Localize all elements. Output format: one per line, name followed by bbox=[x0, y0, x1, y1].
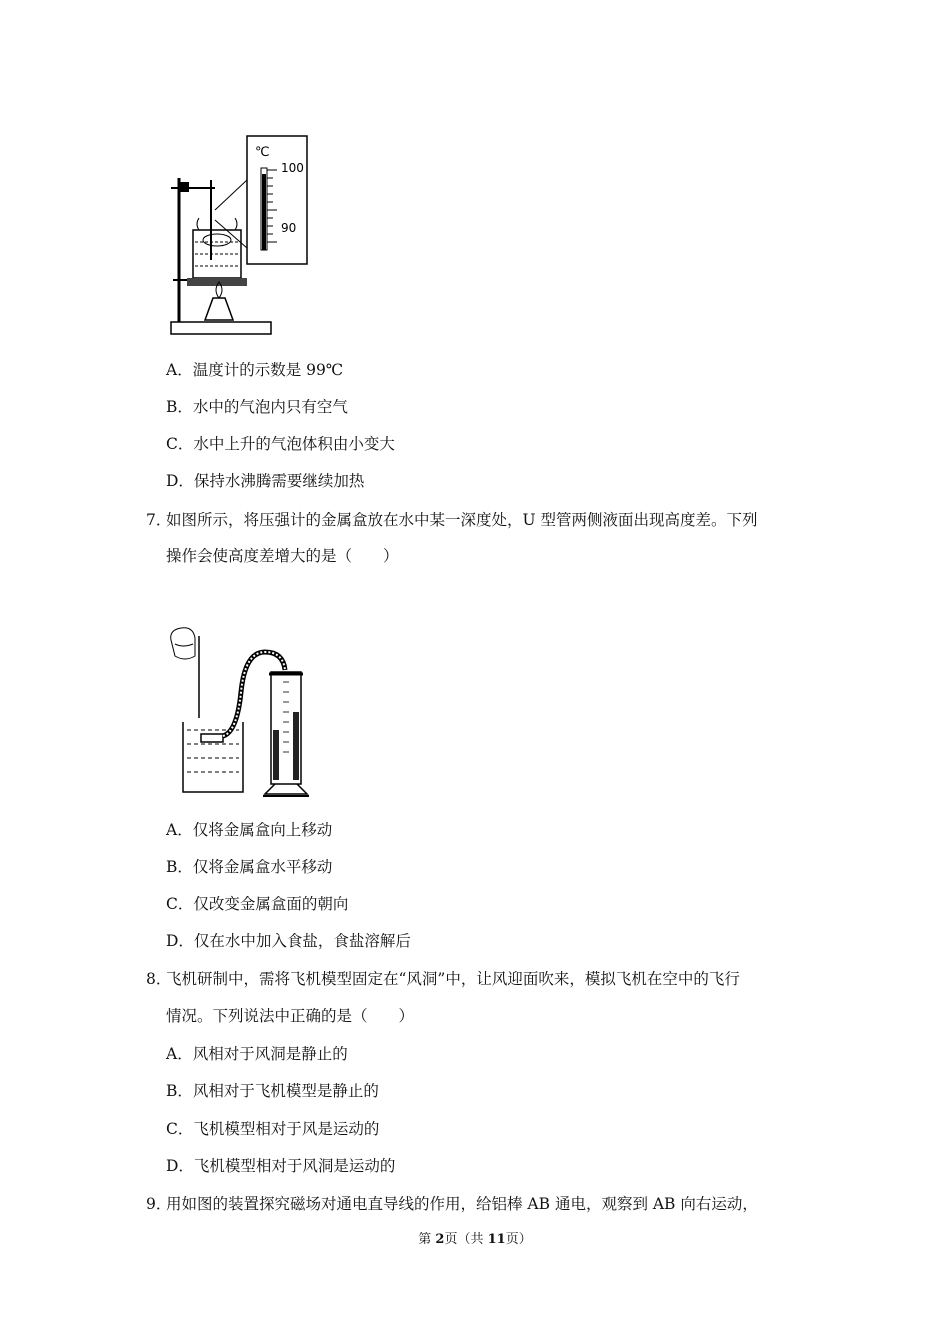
q8-text-line1: 飞机研制中，需将飞机模型固定在“风洞”中，让风迎面吹来，模拟飞机在空中的飞行 bbox=[166, 970, 740, 988]
q8-option-b: B．风相对于飞机模型是静止的 bbox=[166, 1082, 379, 1100]
q7-number: 7． bbox=[146, 511, 172, 529]
q7-option-b: B．仅将金属盒水平移动 bbox=[166, 858, 333, 876]
footer-mid: 页（共 bbox=[444, 1232, 488, 1247]
q8-option-c: C．飞机模型相对于风是运动的 bbox=[166, 1120, 380, 1138]
q8-option-d: D．飞机模型相对于风洞是运动的 bbox=[166, 1157, 396, 1175]
q7-text-line2: 操作会使高度差增大的是（ ） bbox=[166, 547, 399, 565]
pressure-gauge-figure bbox=[165, 622, 315, 800]
q9-number: 9． bbox=[146, 1195, 172, 1213]
footer-total-pages: 11 bbox=[487, 1232, 506, 1247]
q8-number: 8． bbox=[146, 970, 172, 988]
q6-option-c: C．水中上升的气泡体积由小变大 bbox=[166, 435, 395, 453]
thermometer-unit: ℃ bbox=[255, 145, 270, 160]
page-footer bbox=[0, 1228, 950, 1247]
q9-text-line1: 用如图的装置探究磁场对通电直导线的作用，给铝棒 AB 通电，观察到 AB 向右运动， bbox=[166, 1195, 758, 1213]
q7-option-c: C．仅改变金属盒面的朝向 bbox=[166, 895, 349, 913]
q6-option-a: A．温度计的示数是 99℃ bbox=[166, 361, 344, 379]
q8-option-a: A．风相对于风洞是静止的 bbox=[166, 1045, 348, 1063]
footer-suffix: 页） bbox=[505, 1232, 532, 1247]
q8-text-line2: 情况。下列说法中正确的是（ ） bbox=[166, 1007, 415, 1025]
footer-page-number: 2 bbox=[435, 1232, 445, 1247]
thermometer-tick-100: 100 bbox=[281, 161, 304, 175]
thermometer-tick-90: 90 bbox=[281, 221, 297, 235]
q7-option-a: A．仅将金属盒向上移动 bbox=[166, 821, 333, 839]
q6-option-d: D．保持水沸腾需要继续加热 bbox=[166, 472, 365, 490]
footer-prefix: 第 bbox=[418, 1232, 436, 1247]
q7-text-line1: 如图所示，将压强计的金属盒放在水中某一深度处，U 型管两侧液面出现高度差。下列 bbox=[166, 511, 758, 529]
q7-option-d: D．仅在水中加入食盐，食盐溶解后 bbox=[166, 932, 411, 950]
boiling-experiment-figure bbox=[165, 130, 315, 345]
q6-option-b: B．水中的气泡内只有空气 bbox=[166, 398, 348, 416]
